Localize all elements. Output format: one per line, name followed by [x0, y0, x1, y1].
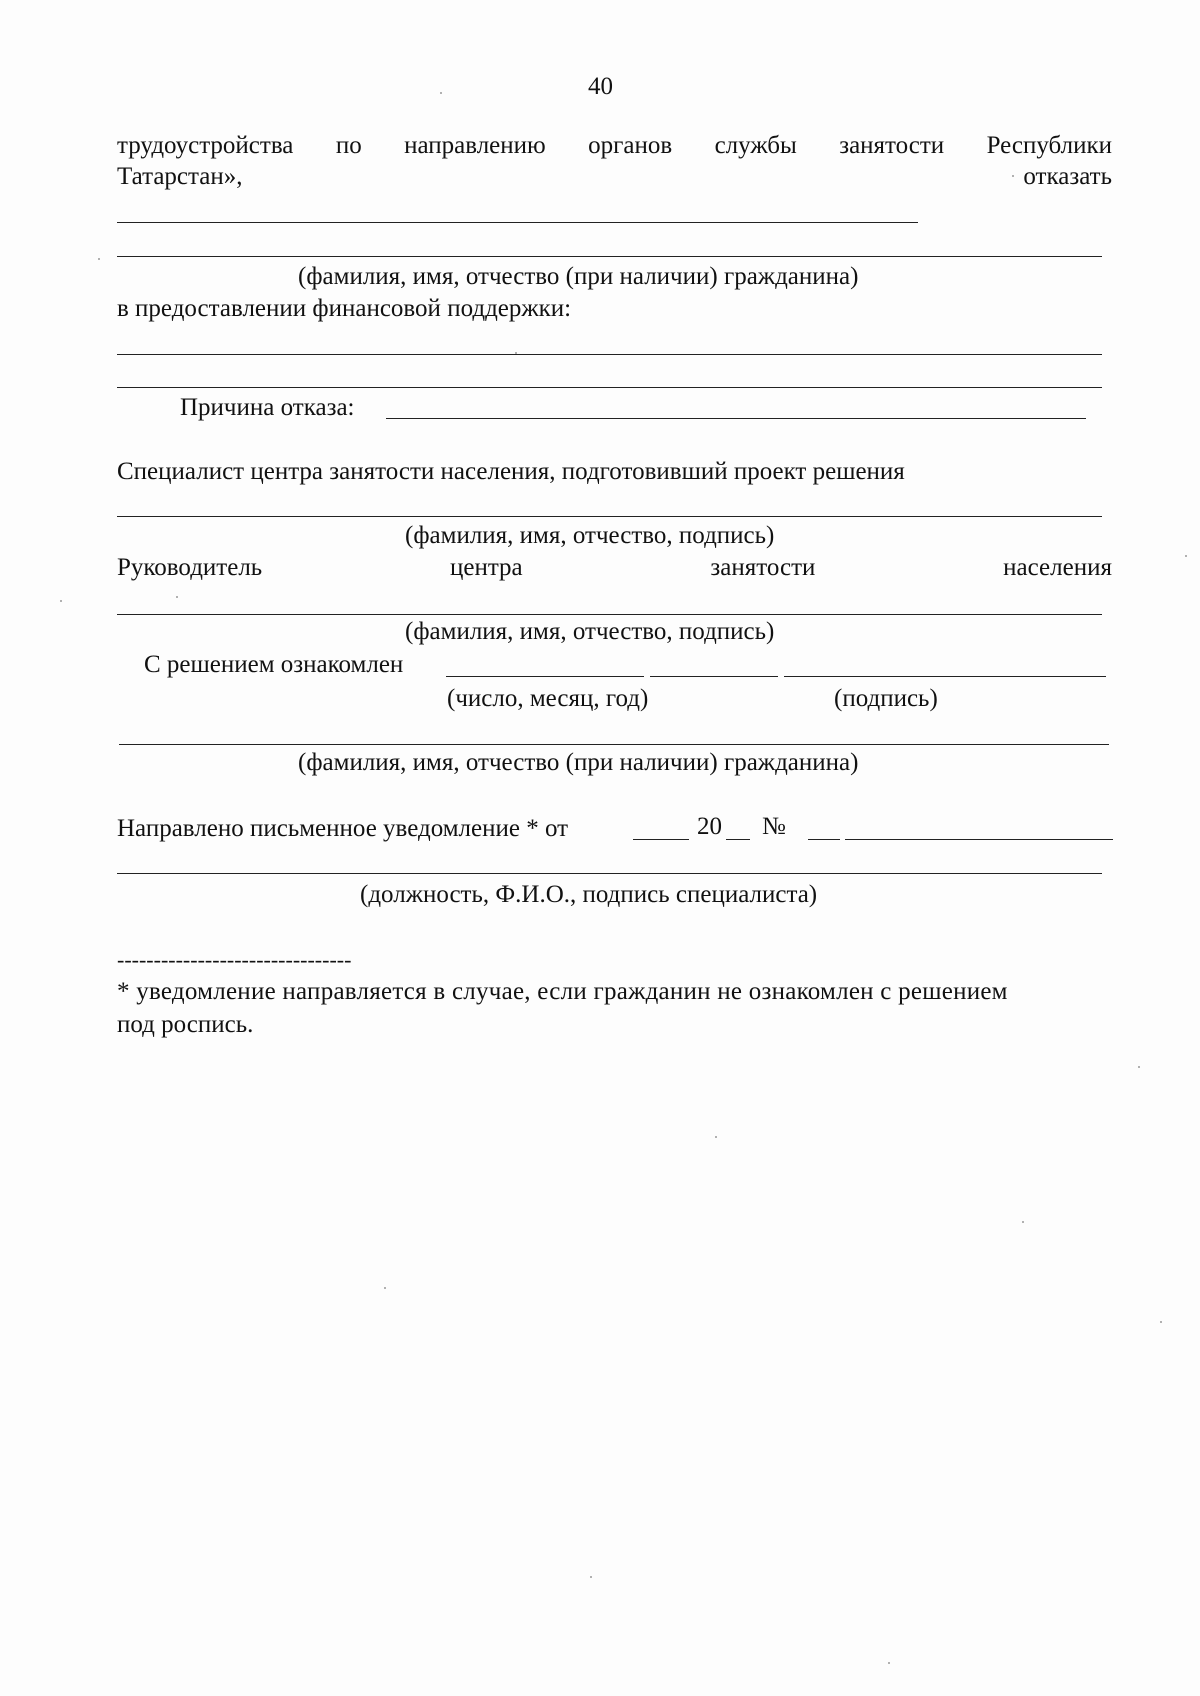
footnote-text-line-2: под роспись. — [117, 1011, 254, 1038]
notice-prefix: Направлено письменное уведомление * от — [117, 815, 569, 842]
notice-number-line-2 — [845, 839, 1113, 840]
head-word: Руководитель — [117, 554, 263, 581]
signature-caption: (подпись) — [834, 685, 938, 712]
support-line-2 — [117, 387, 1102, 388]
intro-word: службы — [714, 132, 797, 159]
scan-speck — [1185, 555, 1187, 557]
scan-speck — [888, 1662, 890, 1664]
acknowledged-signature-line — [784, 676, 1106, 677]
notice-number-line-1 — [808, 839, 840, 840]
acknowledged-date-line-1 — [446, 676, 644, 677]
intro-word: занятости — [839, 132, 945, 159]
scan-speck — [1022, 1221, 1024, 1223]
official-caption: (должность, Ф.И.О., подпись специалиста) — [360, 881, 818, 908]
specialist-line — [117, 516, 1102, 517]
intro-line-1 — [117, 131, 1112, 161]
scan-speck — [715, 1136, 717, 1138]
footnote-text-line-1: * уведомление направляется в случае, если гражданин не ознакомлен с решением — [117, 978, 1008, 1005]
refusal-reason-label: Причина отказа: — [180, 394, 355, 421]
intro-word: трудоустройства — [117, 132, 294, 159]
specialist-label: Специалист центра занятости населения, подготовивший проект решения — [117, 458, 905, 485]
notice-number-sign: № — [762, 813, 786, 840]
scan-speck — [60, 600, 62, 602]
refusal-reason-line — [386, 418, 1086, 419]
scan-speck — [384, 1287, 386, 1289]
page-number: 40 — [588, 73, 613, 100]
date-caption: (число, месяц, год) — [447, 685, 649, 712]
intro-line-2 — [117, 162, 1112, 192]
scan-speck — [1138, 1066, 1140, 1068]
intro-word: по — [335, 132, 362, 159]
citizen-caption-1: (фамилия, имя, отчество (при наличии) гражданина) — [298, 263, 859, 290]
scan-speck — [515, 352, 517, 354]
scan-speck — [176, 596, 178, 598]
acknowledged-date-line-2 — [650, 676, 778, 677]
support-line-1 — [117, 354, 1102, 355]
support-text: в предоставлении финансовой поддержки: — [117, 295, 572, 322]
notice-year-line — [726, 839, 750, 840]
intro-word: органов — [588, 132, 673, 159]
citizen-caption-2: (фамилия, имя, отчество (при наличии) гражданина) — [298, 749, 859, 776]
footnote-separator: -------------------------------- — [117, 947, 352, 972]
intro-left: Татарстан», — [117, 163, 243, 190]
head-word: центра — [449, 554, 523, 581]
head-word: занятости — [710, 554, 816, 581]
scan-speck — [590, 1576, 592, 1578]
head-signature-line — [117, 614, 1102, 615]
scan-speck — [440, 92, 442, 94]
scan-speck — [1012, 175, 1014, 177]
head-caption: (фамилия, имя, отчество, подпись) — [405, 618, 775, 645]
intro-word: Республики — [986, 132, 1112, 159]
intro-word: направлению — [404, 132, 546, 159]
acknowledged-label: С решением ознакомлен — [144, 651, 404, 678]
specialist-caption: (фамилия, имя, отчество, подпись) — [405, 522, 775, 549]
head-word: населения — [1003, 554, 1112, 581]
notice-year: 20 — [697, 813, 722, 840]
notice-day-line — [633, 839, 689, 840]
official-line — [117, 873, 1102, 874]
intro-right: отказать — [1023, 163, 1112, 190]
scan-speck — [1160, 1321, 1162, 1323]
citizen-name-line-1 — [117, 222, 918, 223]
citizen-name-line-3 — [119, 744, 1109, 745]
citizen-name-line-2 — [117, 256, 1102, 257]
scan-speck — [98, 258, 100, 260]
head-line — [117, 553, 1112, 583]
